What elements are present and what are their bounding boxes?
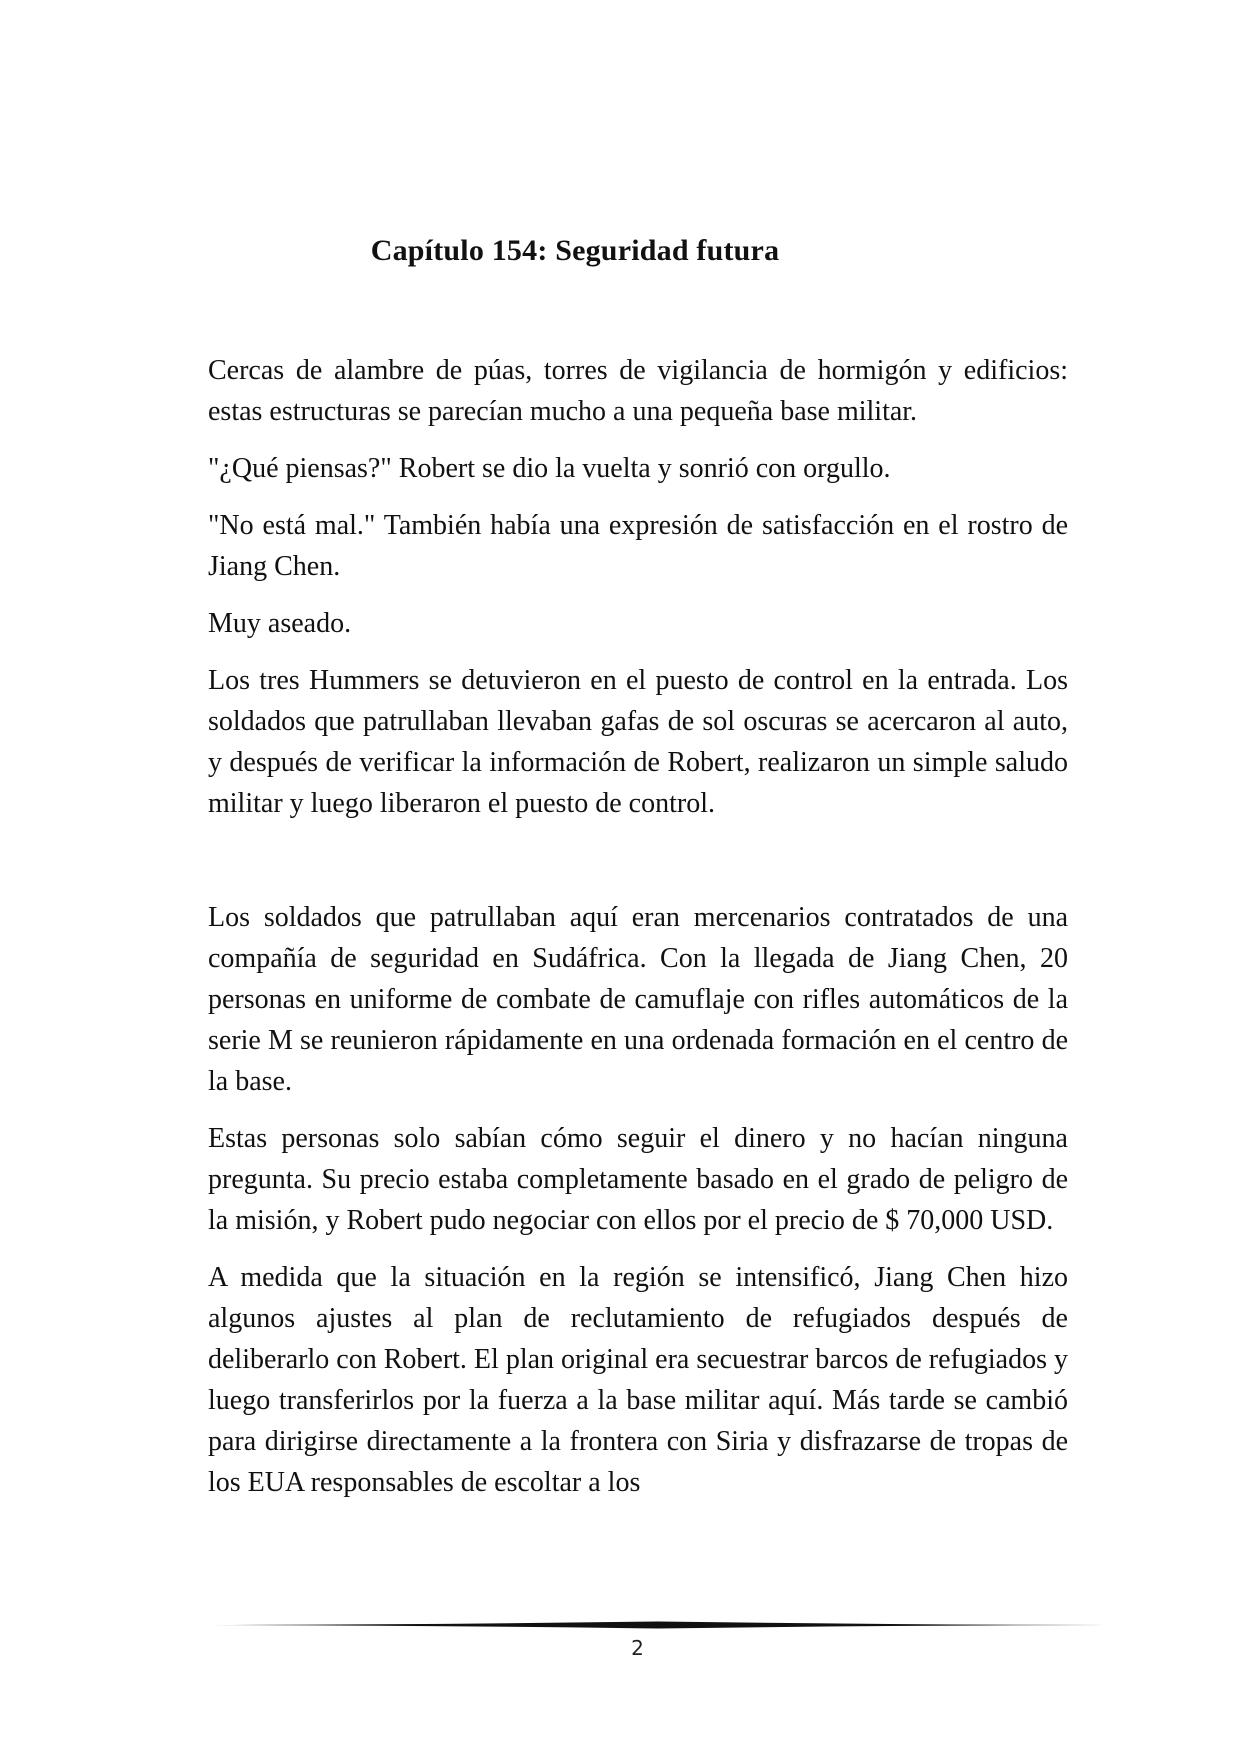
paragraph: Muy aseado. — [208, 608, 352, 639]
paragraph: Los tres Hummers se detuvieron en el puesto de control en la entrada. Los soldados que patrullaban llevaban gafas de sol oscuras se acercaron al auto, y después de verificar la información de Robert, realizaron un simple saludo militar y luego liberaron el puesto de control. — [208, 665, 1068, 819]
paragraph: "No está mal." También había una expresión de satisfacción en el rostro de Jiang Chen. — [208, 510, 1068, 582]
chapter-body — [208, 350, 1068, 1519]
paragraph: Los soldados que patrullaban aquí eran mercenarios contratados de una compañía de seguridad en Sudáfrica. Con la llegada de Jiang Chen, 20 personas en uniforme de combate de camuflaje con rifles automáticos de la serie M se reunieron rápidamente en una ordenada formación en el centro de la base. — [208, 902, 1068, 1097]
chapter-title: Capítulo 154: Seguridad futura — [370, 234, 780, 267]
page-number: 2 — [631, 1636, 644, 1660]
paragraph: A medida que la situación en la región se intensificó, Jiang Chen hizo algunos ajustes al plan de reclutamiento de refugiados después de deliberarlo con Robert. El plan original era secuestrar barcos de refugiados y luego transferirlos por la fuerza a la base militar aquí. Más tarde se cambió para dirigirse directamente a la frontera con Siria y disfrazarse de tropas de los EUA responsables de escoltar a los — [208, 1262, 1068, 1498]
paragraph: Estas personas solo sabían cómo seguir el dinero y no hacían ninguna pregunta. Su precio estaba completamente basado en el grado de peligro de la misión, y Robert pudo negociar con ellos por el precio de $ 70,000 USD. — [208, 1123, 1068, 1236]
paragraph: "¿Qué piensas?" Robert se dio la vuelta y sonrió con orgullo. — [208, 453, 891, 484]
footer-divider — [208, 1619, 1108, 1631]
paragraph: Cercas de alambre de púas, torres de vigilancia de hormigón y edificios: estas estructuras se parecían mucho a una pequeña base militar. — [208, 355, 1068, 427]
